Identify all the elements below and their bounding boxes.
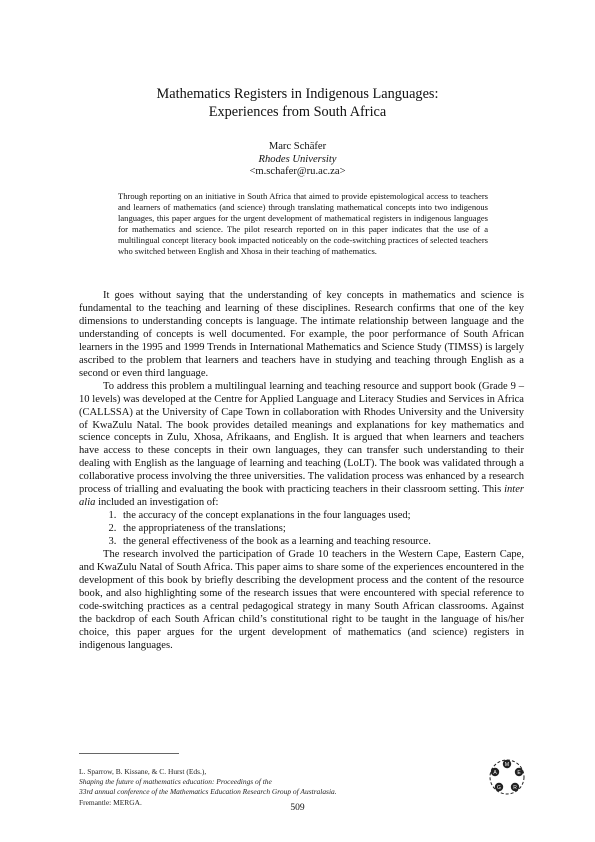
body-text xyxy=(79,290,524,653)
title-line-2: Experiences from South Africa xyxy=(208,103,387,120)
author-affiliation: Rhodes University xyxy=(258,153,337,165)
author-email[interactable]: <m.schafer@ru.ac.za> xyxy=(249,166,346,177)
citation-publisher: Fremantle: MERGA. xyxy=(79,797,142,807)
author-block xyxy=(0,141,595,179)
paragraph-1: It goes without saying that the understanding of key concepts in mathematics and science is fundamental to the teaching and learning of these disciplines. Research confirms that one of the key dimensions to understanding concepts is language. The intimate relationship between language and the understanding of concepts is well documented. For example, the poor performance of South African learners in the 1995 and 1999 Trends in International Mathematics and Science Study (TIMSS) is largely ascribed to the problem that learners and teachers have in studying and teaching through English as a second or even third language. xyxy=(79,290,524,379)
paper-title xyxy=(0,86,595,121)
svg-text:R: R xyxy=(513,785,517,791)
paragraph-3: The research involved the participation of Grade 10 teachers in the Western Cape, Eastern Cape, and KwaZulu Natal of South Africa. This paper aims to share some of the experiences encountered in the development of this book by briefly describing the development process and the content of the resource book, and also highlighting some of the research issues that were encountered with special reference to code-switching practices as a central pedagogical strategy in many South African classrooms. Against the backdrop of each South African child’s constitutional right to be taught in the language of his/her choice, this paper argues for the urgent development of mathematics (and science) registers in indigenous languages. xyxy=(79,549,524,651)
page-number: 509 xyxy=(290,803,305,813)
footer-divider xyxy=(79,753,179,754)
svg-text:E: E xyxy=(517,770,521,776)
svg-text:G: G xyxy=(497,785,501,791)
citation-proceedings-title: Shaping the future of mathematics education: Proceedings of the xyxy=(79,777,272,787)
merga-logo-icon xyxy=(488,758,526,796)
citation-footer xyxy=(79,767,479,808)
paragraph-2 xyxy=(79,381,524,511)
citation-editors: L. Sparrow, B. Kissane, & C. Hurst (Eds.), xyxy=(79,767,207,776)
paragraph-2-end: included an investigation of: xyxy=(98,497,219,509)
list-item: 3. the general effectiveness of the book as a learning and teaching resource. xyxy=(119,536,524,549)
list-item: 2. the appropriateness of the translations; xyxy=(119,523,524,536)
list-item: 1. the accuracy of the concept explanations in the four languages used; xyxy=(119,510,524,523)
svg-text:M: M xyxy=(504,762,510,768)
citation-conference: 33rd annual conference of the Mathematics Education Research Group of Australasia. xyxy=(79,787,337,797)
citation-line-1 xyxy=(79,767,479,787)
inter-alia-emphasis: inter alia xyxy=(79,484,524,509)
paragraph-2-text: To address this problem a multilingual learning and teaching resource and support book (Grade 9 – 10 levels) was developed at the Centre for Applied Language and Literacy Studies and Services in Africa (CALLSSA) at the University of Cape Town in collaboration with Rhodes University and the University of KwaZulu Natal. The book provides detailed meanings and explanations for key mathematics and science concepts in Zulu, Xhosa, Afrikaans, and English. It is argued that when learners and teachers have access to these concepts in their own languages, they can transfer such understanding to their dealing with English as the language of learning and teaching (LoLT). The book was validated through a collaborative process involving the three universities. The validation process was enhanced by a research process of trialling and evaluating the book with practicing teachers in their classroom setting. This xyxy=(79,380,524,496)
investigation-list xyxy=(79,510,524,549)
svg-text:A: A xyxy=(493,770,497,776)
abstract: Through reporting on an initiative in South Africa that aimed to provide epistemological access to teachers and learners of mathematics (and science) through translating mathematical concepts into two indigenous languages, this paper argues for the urgent development of mathematical registers in indigenous languages for mathematics and science. The pilot research reported on in this paper indicates that the use of a multilingual concept literacy book impacted noticeably on the code-switching practices of selected teachers who switched between English and Xhosa in their teaching of mathematics. xyxy=(118,191,488,256)
author-name: Marc Schäfer xyxy=(268,141,327,152)
title-line-1: Mathematics Registers in Indigenous Languages: xyxy=(156,86,439,102)
